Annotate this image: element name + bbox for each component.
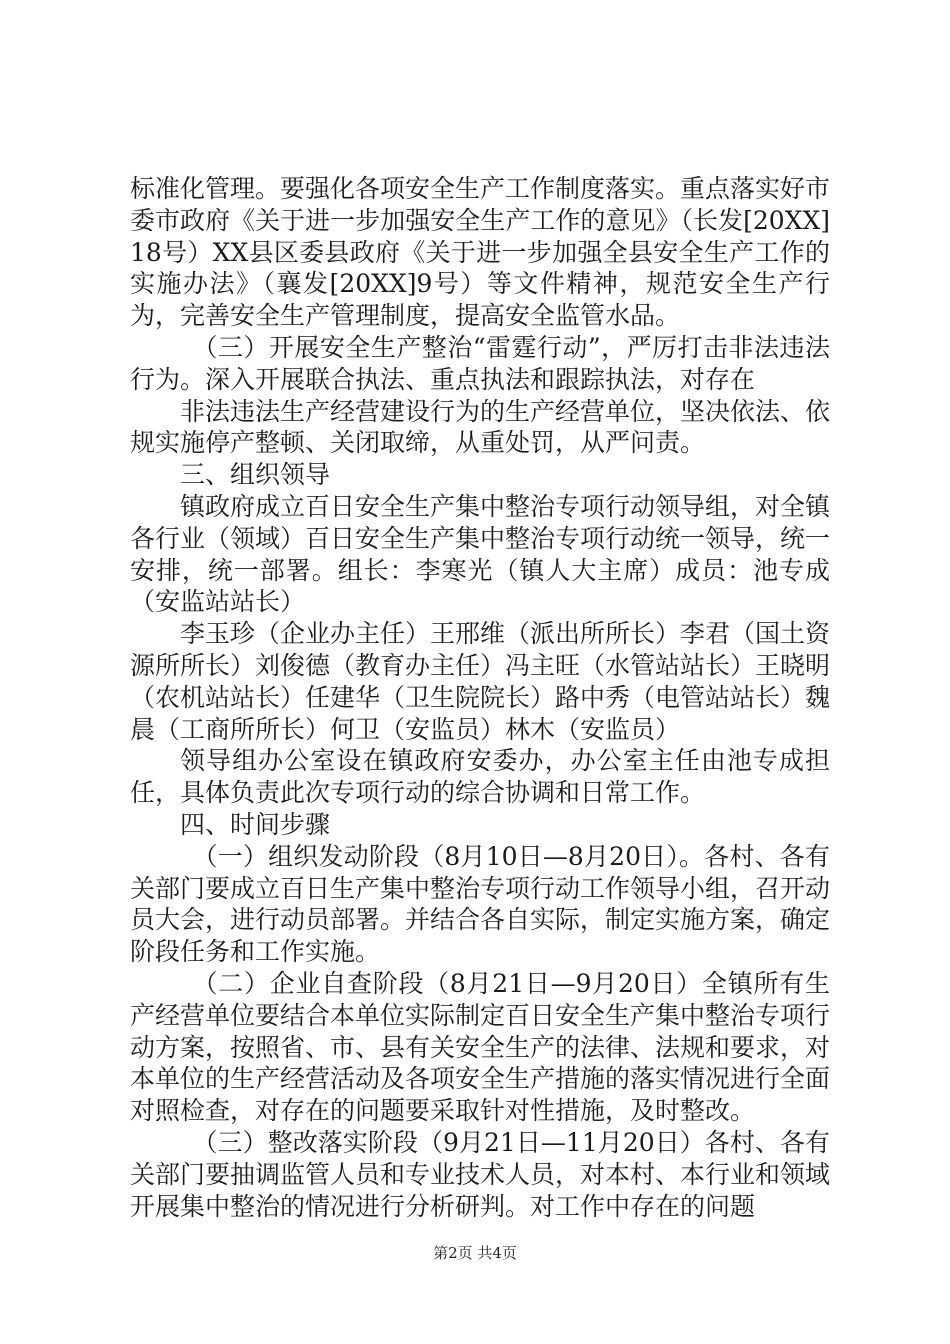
paragraph: （二）企业自查阶段（8月21日—9月20日）全镇所有生产经营单位要结合本单位实际制定百日安全生产集中整治专项行动方案，按照省、市、县有关安全生产的法律、法规和要求，对本单位的生产经营活动及各项安全生产措施的落实情况进行全面对照检查，对存在的问题要采取针对性措施，及时整改。 [130,968,831,1126]
paragraph: 非法违法生产经营建设行为的生产经营单位，坚决依法、依规实施停产整顿、关闭取缔，从重处罚，从严问责。 [130,396,831,458]
section-heading: 三、组织领导 [180,460,331,490]
paragraph: （三）整改落实阶段（9月21日—11月20日）各村、各有关部门要抽调监管人员和专业技术人员，对本村、本行业和领域开展集中整治的情况进行分析研判。对工作中存在的问题 [130,1127,831,1221]
page-number-footer: 第2页 共4页 [433,1244,517,1262]
document-body [130,173,830,1222]
paragraph: （三）开展安全生产整治“雷霆行动”，严厉打击非法违法行为。深入开展联合执法、重点执法和跟踪执法，对存在 [130,332,830,394]
section-heading: 四、时间步骤 [180,809,331,839]
paragraph: 领导组办公室设在镇政府安委办，办公室主任由池专成担任，具体负责此次专项行动的综合协调和日常工作。 [130,746,830,808]
paragraph: （一）组织发动阶段（8月10日—8月20日）。各村、各有关部门要成立百日生产集中整治专项行动工作领导小组，召开动员大会，进行动员部署。并结合各自实际，制定实施方案，确定阶段任务和工作实施。 [130,841,831,967]
paragraph: 标准化管理。要强化各项安全生产工作制度落实。重点落实好市委市政府《关于进一步加强安全生产工作的意见》（长发[20XX]18号）XX县区委县政府《关于进一步加强全县安全生产工作的实施办法》（襄发[20XX]9号）等文件精神，规范安全生产行为，完善安全生产管理制度，提高安全监管水品。 [130,174,831,331]
paragraph: 李玉珍（企业办主任）王邢维（派出所所长）李君（国土资源所所长）刘俊德（教育办主任）冯主旺（水管站站长）王晓明（农机站站长）任建华（卫生院院长）路中秀（电管站站长）魏晨（工商所所长）何卫（安监员）林木（安监员） [130,619,831,744]
paragraph: 镇政府成立百日安全生产集中整治专项行动领导组，对全镇各行业（领域）百日安全生产集中整治专项行动统一领导，统一安排，统一部署。组长：李寒光（镇人大主席）成员：池专成（安监站站长） [130,491,831,617]
